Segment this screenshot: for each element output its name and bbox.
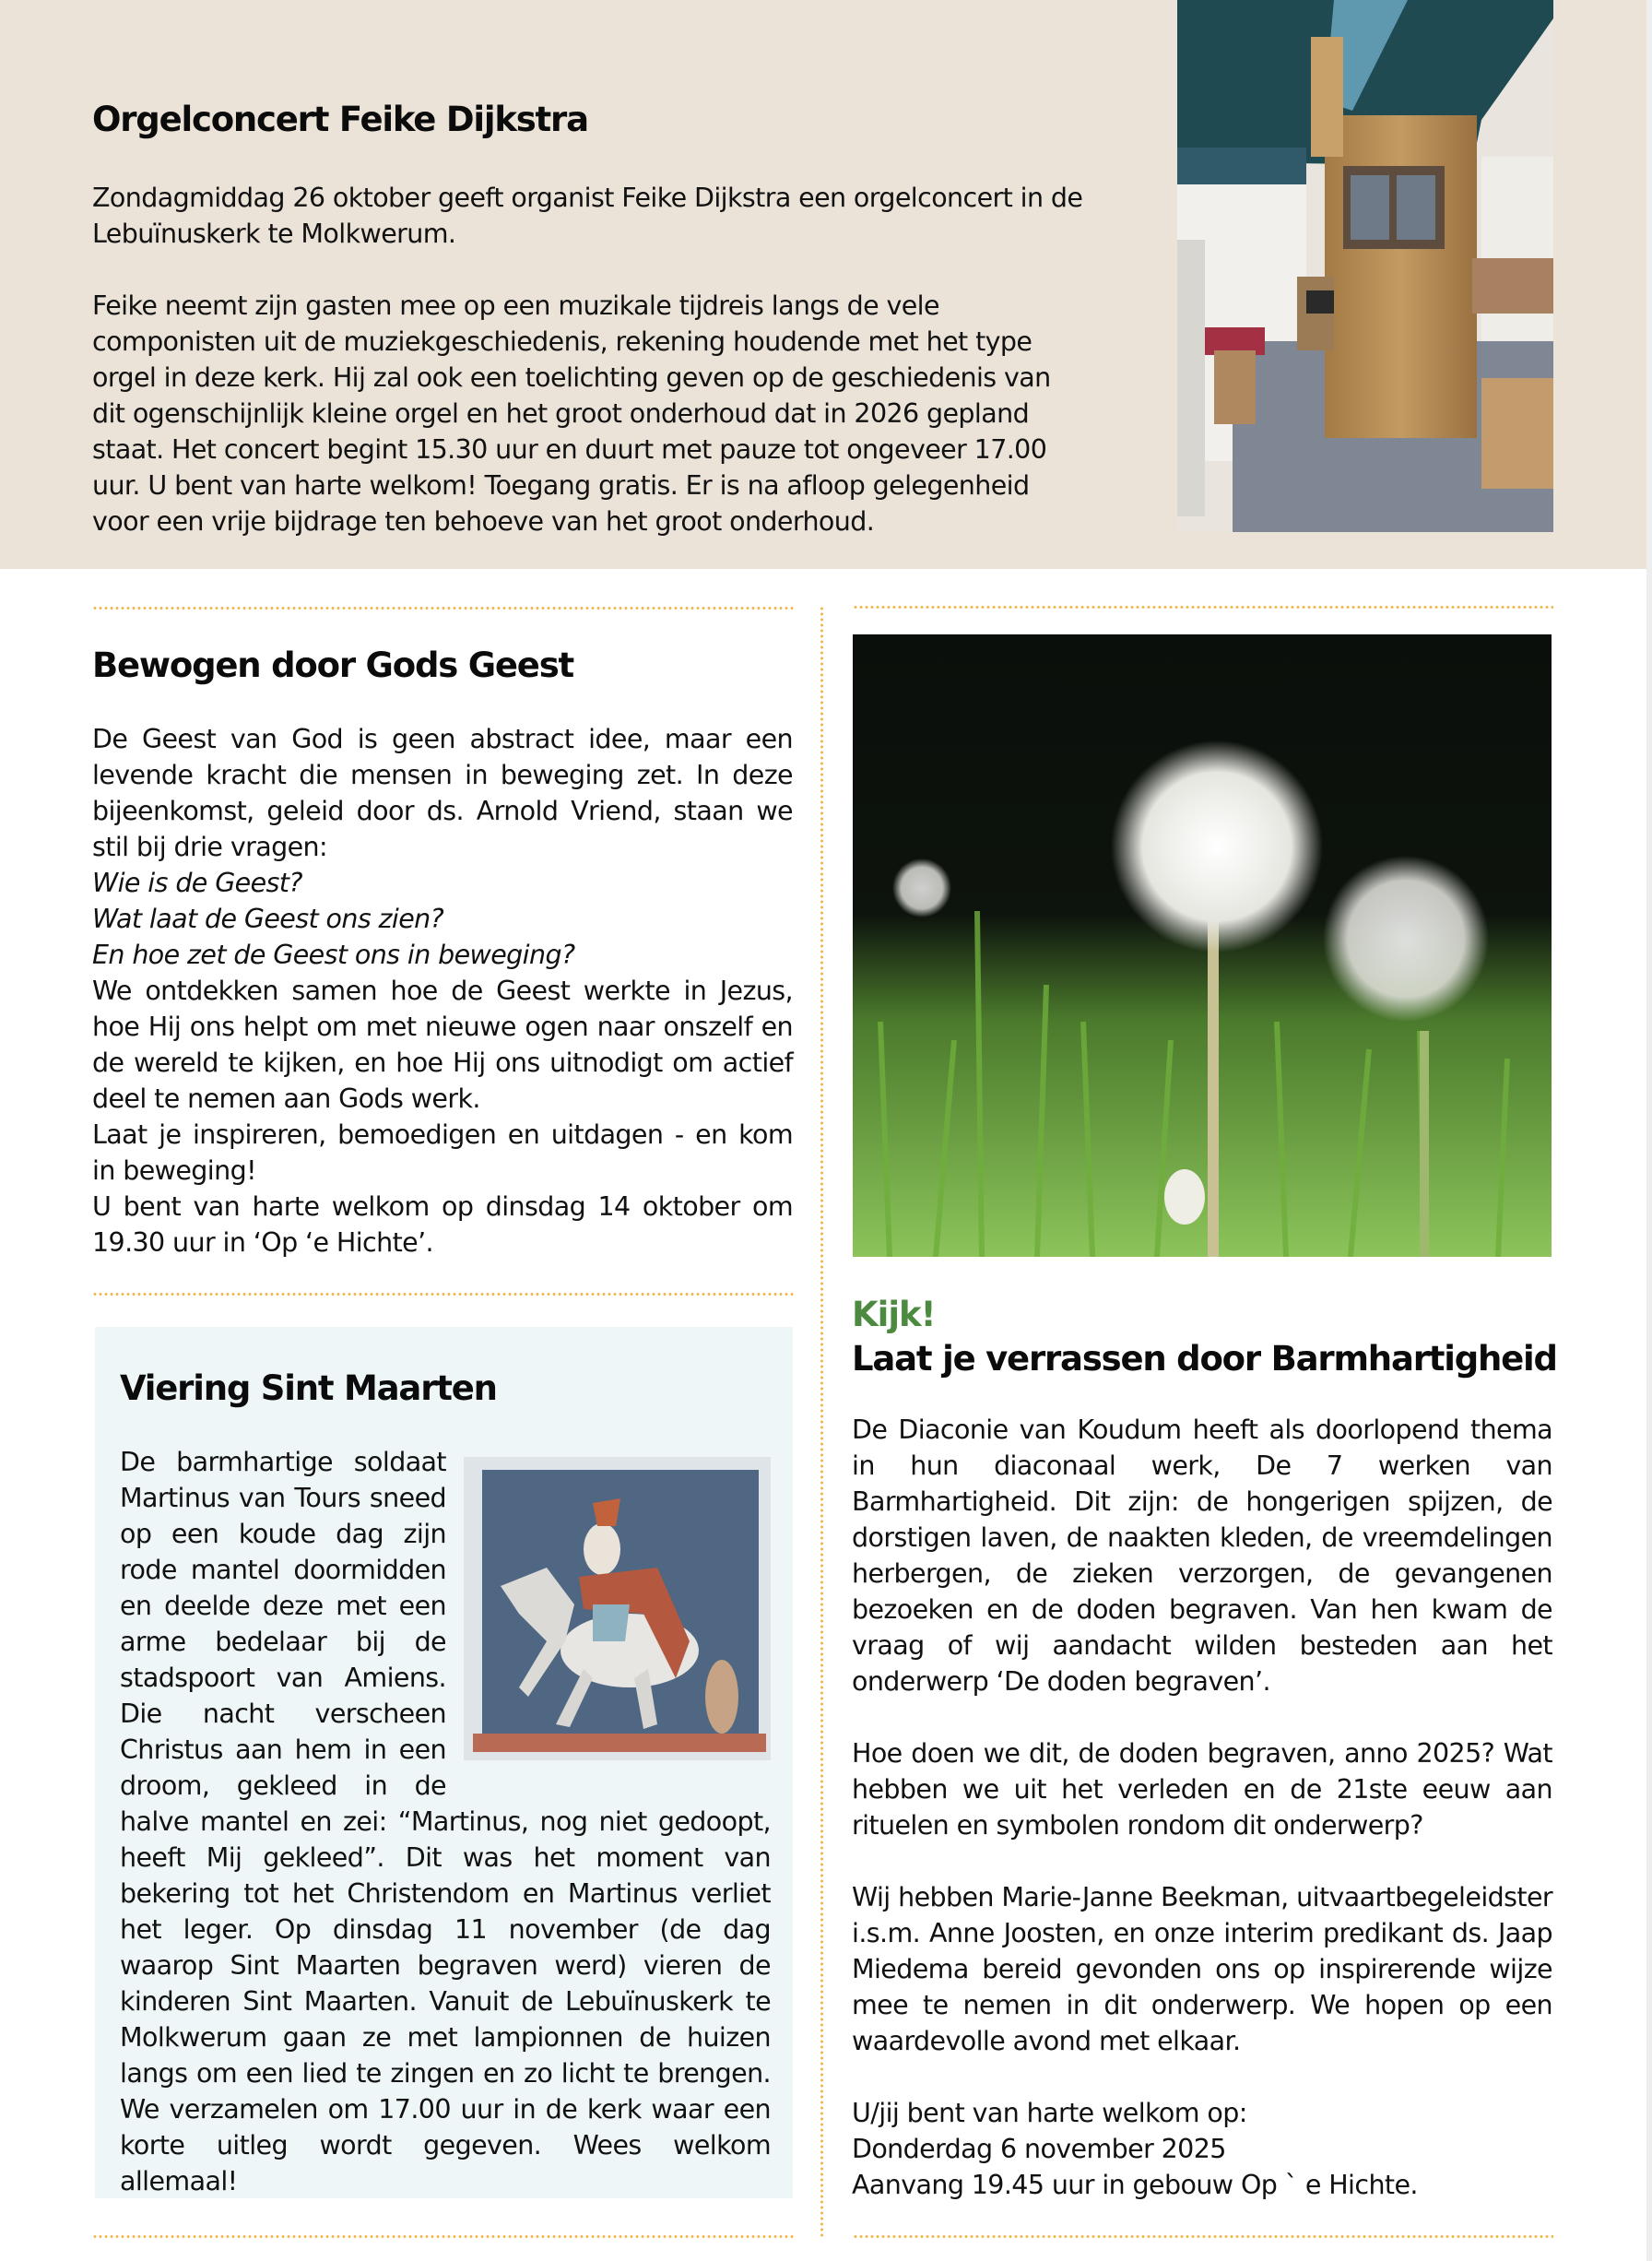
bewogen-question: En hoe zet de Geest ons in beweging? xyxy=(92,940,575,970)
barmhartigheid-paragraph: Hoe doen we dit, de doden begraven, anno 2025? Wat hebben we uit het verleden en de 21ste eeuw aan rituelen en symbolen rondom dit onderwerp? xyxy=(852,1738,1552,1841)
church-organ-photo xyxy=(1177,0,1553,532)
separator-dotted xyxy=(92,2235,796,2238)
sint-maarten-relief-photo xyxy=(464,1457,771,1760)
bewogen-paragraph: U bent van harte welkom op dinsdag 14 oktober om 19.30 uur in ‘Op ‘e Hichte’. xyxy=(92,1191,793,1258)
separator-dotted xyxy=(853,2235,1553,2238)
bewogen-title: Bewogen door Gods Geest xyxy=(92,645,573,685)
barmhartigheid-closing: Donderdag 6 november 2025 xyxy=(852,2134,1226,2164)
orgelconcert-title: Orgelconcert Feike Dijkstra xyxy=(92,100,588,139)
orgelconcert-paragraph: Zondagmiddag 26 oktober geeft organist Feike Dijkstra een orgelconcert in de Lebuïnuskerk te Molkwerum. xyxy=(92,183,1083,249)
page-edge xyxy=(1646,0,1652,2261)
kijk-kicker: Kijk! xyxy=(852,1295,936,1334)
bewogen-question: Wie is de Geest? xyxy=(92,868,302,898)
separator-dotted xyxy=(92,1293,796,1296)
barmhartigheid-paragraph: Wij hebben Marie-Janne Beekman, uitvaartbegeleidster i.s.m. Anne Joosten, en onze interim predikant ds. Jaap Miedema bereid gevonden ons op inspirerende wijze mee te nemen in dit onderwerp. We hopen op een waardevolle avond met elkaar. xyxy=(852,1882,1552,2056)
sint-maarten-text: De barmhartige soldaat Martinus van Tours sneed op een koude dag zijn rode mantel doormidden en deelde deze met een arme bedelaar bij de stadspoort van Amiens. Die nacht verscheen Christus aan hem in een droom, gekleed in de halve mantel en zei: “Martinus, nog niet gedoopt, heeft Mij gekleed”. Dit was het moment van bekering tot het Christendom en Martinus verliet het leger. Op dinsdag 11 november (de dag waarop Sint Maarten begraven werd) vieren de kinderen Sint Maarten. Vanuit de Lebuïnuskerk te Molkwerum gaan ze met lampionnen de huizen langs om een lied te zingen en zo licht te brengen. We verzamelen om 17.00 uur in de kerk waar een korte uitleg wordt gegeven. Wees welkom allemaal! xyxy=(120,1447,771,2196)
barmhartigheid-title: Laat je verrassen door Barmhartigheid xyxy=(852,1339,1557,1379)
dandelion-photo xyxy=(853,634,1552,1257)
barmhartigheid-paragraph: De Diaconie van Koudum heeft als doorlopend thema in hun diaconaal werk, De 7 werken van Barmhartigheid. Dit zijn: de hongerigen spijzen, de dorstigen laven, de naakten kleden, de vreemdelingen herbergen, de zieken verzorgen, de gevangenen bezoeken en de doden begraven. Van hen kwam de vraag of wij aandacht wilden besteden aan het onderwerp ‘De doden begraven’. xyxy=(852,1415,1552,1697)
separator-dotted xyxy=(853,606,1553,609)
barmhartigheid-closing: Aanvang 19.45 uur in gebouw Op ` e Hichte. xyxy=(852,2170,1418,2200)
barmhartigheid-body xyxy=(852,1412,1552,2203)
bewogen-question: Wat laat de Geest ons zien? xyxy=(92,904,444,934)
column-divider-dotted xyxy=(820,606,823,2238)
bewogen-body xyxy=(92,721,793,1261)
sint-maarten-title: Viering Sint Maarten xyxy=(120,1368,497,1408)
orgelconcert-body xyxy=(92,180,1088,539)
bewogen-paragraph: We ontdekken samen hoe de Geest werkte in Jezus, hoe Hij ons helpt om met nieuwe ogen naar onszelf en de wereld te kijken, en hoe Hij ons uitnodigt om actief deel te nemen aan Gods werk. xyxy=(92,976,793,1114)
orgelconcert-paragraph: Feike neemt zijn gasten mee op een muzikale tijdreis langs de vele componisten uit de muziekgeschiedenis, rekening houdende met het type orgel in deze kerk. Hij zal ook een toelichting geven op de geschiedenis van dit ogenschijnlijk kleine orgel en het groot onderhoud dat in 2026 gepland staat. Het concert begint 15.30 uur en duurt met pauze tot ongeveer 17.00 uur. U bent van harte welkom! Toegang gratis. Er is na afloop gelegenheid voor een vrije bijdrage ten behoeve van het groot onderhoud. xyxy=(92,290,1051,537)
barmhartigheid-closing: U/jij bent van harte welkom op: xyxy=(852,2098,1247,2128)
separator-dotted xyxy=(92,607,796,610)
bewogen-intro: De Geest van God is geen abstract idee, maar een levende kracht die mensen in beweging zet. In deze bijeenkomst, geleid door ds. Arnold Vriend, staan we stil bij drie vragen: xyxy=(92,724,793,862)
bewogen-paragraph: Laat je inspireren, bemoedigen en uitdagen - en kom in beweging! xyxy=(92,1119,793,1186)
